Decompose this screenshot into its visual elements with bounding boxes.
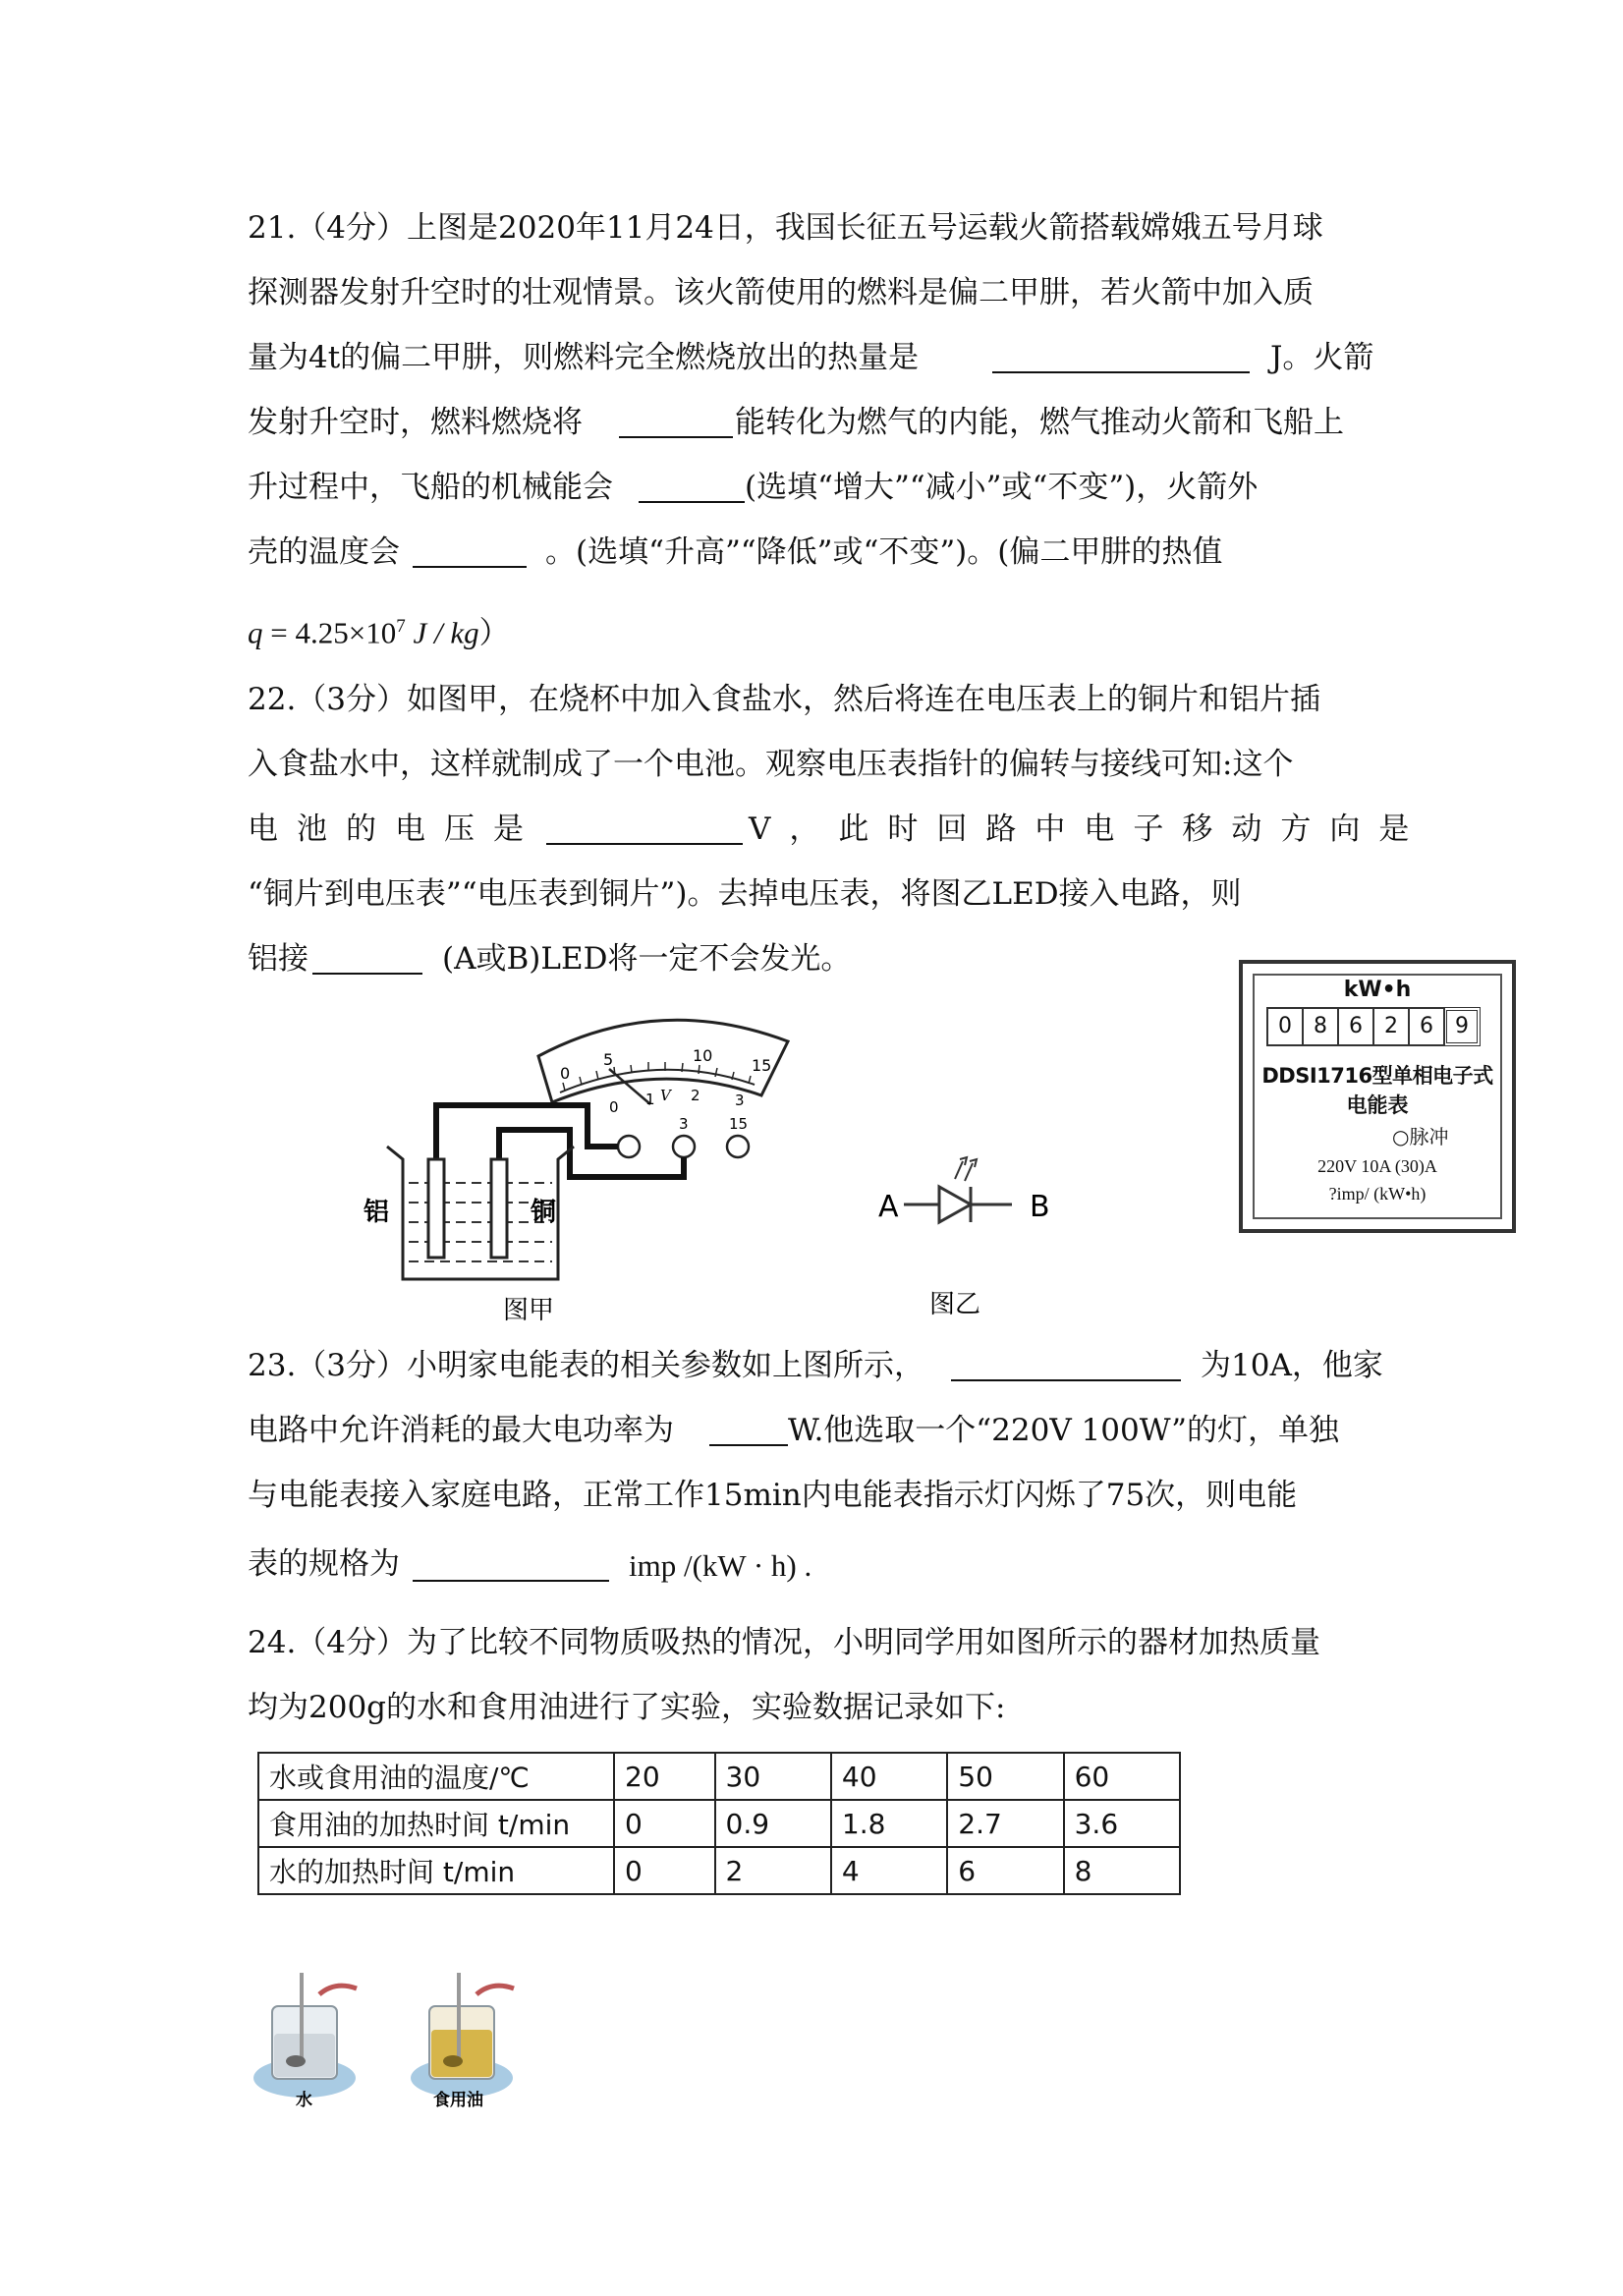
q24-line-1: 24.（4分）为了比较不同物质吸热的情况，小明同学用如图所示的器材加热质量 xyxy=(248,1625,1321,1660)
scale-top-0: 0 xyxy=(560,1064,571,1083)
meter-digit: 6 xyxy=(1337,1007,1374,1046)
meter-digit-decimal: 9 xyxy=(1443,1007,1481,1046)
q22-line-4: “铜片到电压表”“电压表到铜片”)。去掉电压表，将图乙LED接入电路，则 xyxy=(248,876,1242,912)
figure-jia-voltmeter-beaker xyxy=(364,1002,806,1326)
table-cell: 60 xyxy=(1064,1753,1180,1800)
table-cell: 0 xyxy=(614,1847,715,1894)
table-cell: 0 xyxy=(614,1800,715,1847)
copper-plate xyxy=(491,1159,507,1258)
meter-digit: 0 xyxy=(1266,1007,1304,1046)
table-cell: 4 xyxy=(831,1847,947,1894)
meter-imp: ?imp/ (kW•h) xyxy=(1328,1184,1427,1204)
aluminum-plate xyxy=(428,1159,444,1258)
q23-line-1-tail: 为10A，他家 xyxy=(1201,1348,1383,1383)
meter-model: DDSI1716型单相电子式 xyxy=(1261,1064,1493,1088)
terminal-3 xyxy=(673,1136,695,1157)
q23-blank-current[interactable] xyxy=(951,1379,1181,1381)
meter-pulse: ○脉冲 xyxy=(1392,1125,1449,1148)
q23-blank-power[interactable] xyxy=(709,1444,788,1446)
q21-blank-energy[interactable] xyxy=(619,436,733,438)
table-cell: 0.9 xyxy=(715,1800,831,1847)
table-cell: 2.7 xyxy=(947,1800,1063,1847)
figure-yi-led xyxy=(865,1130,1091,1326)
q21-blank-heat[interactable] xyxy=(992,371,1250,373)
q21-line-3: 量为4t的偏二甲肼，则燃料完全燃烧放出的热量是 xyxy=(248,340,920,375)
q21-blank-mechanical[interactable] xyxy=(639,501,745,503)
table-cell: 30 xyxy=(715,1753,831,1800)
table-row xyxy=(258,1847,1180,1894)
formula-q: q xyxy=(248,615,263,650)
table-cell: 8 xyxy=(1064,1847,1180,1894)
terminal-15-label: 15 xyxy=(729,1115,749,1133)
voltmeter-unit: V xyxy=(660,1087,671,1104)
table-cell: 水的加热时间 t/min xyxy=(258,1847,614,1894)
formula-unit: J / kg xyxy=(413,615,479,650)
q22-line-1: 22.（3分）如图甲，在烧杯中加入食盐水，然后将连在电压表上的铜片和铝片插 xyxy=(248,682,1321,717)
table-cell: 40 xyxy=(831,1753,947,1800)
table-cell: 水或食用油的温度/℃ xyxy=(258,1753,614,1800)
label-copper: 铜 xyxy=(531,1198,557,1227)
meter-unit: kW•h xyxy=(1343,978,1412,1002)
q22-line-5: 铝接 xyxy=(248,941,308,977)
q21-line-2: 探测器发射升空时的壮观情景。该火箭使用的燃料是偏二甲肼，若火箭中加入质 xyxy=(248,275,1314,310)
beaker-water-label: 水 xyxy=(296,2091,312,2110)
scale-bottom-0: 0 xyxy=(609,1098,619,1116)
q23-line-3: 与电能表接入家庭电路，正常工作15min内电能表指示灯闪烁了75次，则电能 xyxy=(248,1478,1298,1513)
data-table xyxy=(257,1752,1181,1895)
scale-top-15: 15 xyxy=(752,1056,772,1075)
figure-jia-caption: 图甲 xyxy=(503,1296,555,1325)
q23-line-4: 表的规格为 xyxy=(248,1546,400,1582)
terminal-15 xyxy=(727,1136,749,1157)
q22-line-2: 入食盐水中，这样就制成了一个电池。观察电压表指针的偏转与接线可知:这个 xyxy=(248,747,1294,782)
q23-line-1: 23.（3分）小明家电能表的相关参数如上图所示， xyxy=(248,1348,925,1383)
q21-line-6: 壳的温度会 xyxy=(248,534,400,570)
table-cell: 20 xyxy=(614,1753,715,1800)
q21-line-6-tail: 。(选填“升高”“降低”或“不变”)。(偏二甲肼的热值 xyxy=(545,534,1223,570)
q22-blank-terminal[interactable] xyxy=(312,973,422,975)
scale-bottom-2: 2 xyxy=(691,1087,700,1104)
terminal-3-label: 3 xyxy=(679,1115,689,1133)
q22-blank-voltage[interactable] xyxy=(546,843,743,845)
scale-bottom-3: 3 xyxy=(735,1092,745,1109)
q21-formula xyxy=(248,607,510,652)
q21-line-4-tail: 能转化为燃气的内能，燃气推动火箭和飞船上 xyxy=(735,405,1344,440)
terminal-negative xyxy=(618,1136,640,1157)
figure-yi-caption: 图乙 xyxy=(929,1290,981,1319)
meter-rating: 220V 10A (30)A xyxy=(1317,1156,1437,1176)
meter-digit: 2 xyxy=(1372,1007,1410,1046)
beaker-oil-label: 食用油 xyxy=(433,2091,483,2110)
scale-top-5: 5 xyxy=(603,1050,614,1069)
table-cell: 食用油的加热时间 t/min xyxy=(258,1800,614,1847)
formula-paren: ） xyxy=(478,615,510,650)
q22-line-3: 电池的电压是 xyxy=(248,812,542,847)
table-cell: 6 xyxy=(947,1847,1063,1894)
electric-meter xyxy=(1239,960,1516,1233)
q24-line-2: 均为200g的水和食用油进行了实验，实验数据记录如下: xyxy=(248,1690,1006,1725)
q21-blank-temperature[interactable] xyxy=(413,566,527,568)
table-row xyxy=(258,1753,1180,1800)
formula-value: = 4.25×10 xyxy=(270,615,397,650)
q21-line-1: 21.（4分）上图是2020年11月24日，我国长征五号运载火箭搭载嫦娥五号月球 xyxy=(248,210,1323,246)
scale-bottom-1: 1 xyxy=(645,1091,655,1108)
led-label-b: B xyxy=(1030,1190,1050,1224)
table-cell: 1.8 xyxy=(831,1800,947,1847)
q23-line-4-tail: imp /(kW · h) . xyxy=(629,1548,812,1583)
meter-type: 电能表 xyxy=(1346,1093,1409,1117)
beakers-illustration xyxy=(251,1965,565,2122)
q22-line-5-tail: (A或B)LED将一定不会发光。 xyxy=(442,941,852,977)
q23-line-2-tail: W.他选取一个“220V 100W”的灯，单独 xyxy=(788,1413,1340,1448)
table-row xyxy=(258,1800,1180,1847)
q21-line-4: 发射升空时，燃料燃烧将 xyxy=(248,405,583,440)
table-cell: 2 xyxy=(715,1847,831,1894)
q23-blank-spec[interactable] xyxy=(413,1580,609,1582)
table-cell: 3.6 xyxy=(1064,1800,1180,1847)
scale-top-10: 10 xyxy=(693,1046,713,1065)
formula-exponent: 7 xyxy=(396,616,406,637)
label-aluminum: 铝 xyxy=(364,1198,390,1227)
table-cell: 50 xyxy=(947,1753,1063,1800)
q23-line-2: 电路中允许消耗的最大电功率为 xyxy=(248,1413,674,1448)
q21-line-3-tail: J。火箭 xyxy=(1270,340,1374,375)
meter-digit: 8 xyxy=(1302,1007,1339,1046)
q22-line-3-tail: V，此时回路中电子移动方向是 xyxy=(749,812,1428,847)
meter-digits xyxy=(1266,1007,1481,1046)
q21-line-5: 升过程中，飞船的机械能会 xyxy=(248,470,613,505)
meter-digit: 6 xyxy=(1408,1007,1445,1046)
q21-line-5-tail: (选填“增大”“减小”或“不变”)，火箭外 xyxy=(745,470,1259,505)
led-label-a: A xyxy=(878,1190,899,1224)
